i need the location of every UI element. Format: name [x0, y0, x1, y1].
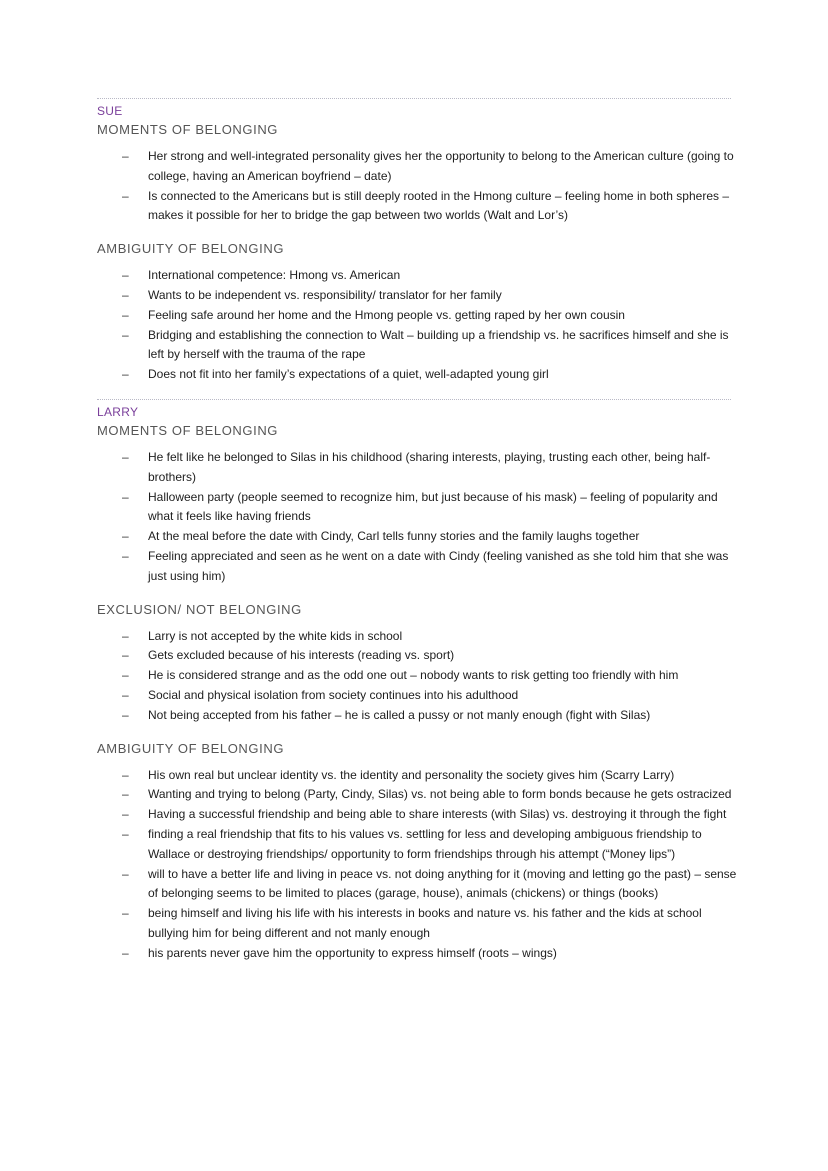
- dash-bullet: –: [122, 489, 129, 504]
- list-item: [97, 646, 738, 666]
- dash-bullet: –: [122, 945, 129, 960]
- group-heading: AMBIGUITY OF BELONGING: [97, 241, 285, 257]
- list-item-text: Gets excluded because of his interests (reading vs. sport): [148, 648, 455, 663]
- person-name: SUE: [97, 104, 123, 118]
- list-item-text: Wanting and trying to belong (Party, Cindy, Silas) vs. not being able to form bonds because he gets ostracized: [148, 787, 732, 802]
- person-name: LARRY: [97, 405, 139, 419]
- list-item-text: He felt like he belonged to Silas in his childhood (sharing interests, playing, trusting each other, being half-brothers): [148, 450, 711, 484]
- list-item: [97, 266, 738, 286]
- list-item: [97, 666, 738, 686]
- list-item-text: finding a real friendship that fits to his values vs. settling for less and developing ambiguous friendship to Wallace or destroying friendships/ opportunity to form friendships through his attempt (“Money lips”): [148, 826, 702, 861]
- list-item: [97, 785, 738, 805]
- dash-bullet: –: [122, 367, 129, 382]
- bullet-list: [97, 147, 737, 226]
- dash-bullet: –: [122, 687, 129, 702]
- dash-bullet: –: [122, 548, 129, 563]
- list-item: [97, 286, 738, 306]
- dash-bullet: –: [122, 327, 129, 342]
- list-item-text: Bridging and establishing the connection to Walt – building up a friendship vs. he sacrifices himself and she is left by herself with the trauma of the rape: [148, 327, 729, 362]
- dash-bullet: –: [122, 307, 129, 322]
- list-item-text: Not being accepted from his father – he is called a pussy or not manly enough (fight with Silas): [148, 707, 651, 722]
- list-item-text: International competence: Hmong vs. American: [148, 268, 401, 283]
- group-heading: EXCLUSION/ NOT BELONGING: [97, 601, 302, 617]
- list-item-text: At the meal before the date with Cindy, Carl tells funny stories and the family laughs together: [148, 529, 640, 544]
- list-item-text: his parents never gave him the opportunity to express himself (roots – wings): [148, 945, 557, 960]
- dash-bullet: –: [122, 628, 129, 643]
- group-heading: MOMENTS OF BELONGING: [97, 423, 279, 438]
- dash-bullet: –: [122, 188, 129, 203]
- bullet-list: [97, 766, 737, 964]
- list-item: [97, 547, 738, 587]
- dash-bullet: –: [122, 149, 129, 163]
- list-item-text: Her strong and well-integrated personality gives her the opportunity to belong to the American culture (going to college, having an American boyfriend – date): [148, 149, 734, 183]
- bullet-list: [97, 448, 737, 587]
- dash-bullet: –: [122, 707, 129, 722]
- list-item: [97, 627, 738, 647]
- list-item: [97, 306, 738, 326]
- list-item: [97, 766, 738, 786]
- list-item: [97, 865, 738, 905]
- list-item-text: Does not fit into her family’s expectations of a quiet, well-adapted young girl: [148, 367, 549, 382]
- section-divider: [97, 98, 731, 99]
- dash-bullet: –: [122, 287, 129, 302]
- dash-bullet: –: [122, 450, 129, 464]
- section-larry: [97, 404, 737, 964]
- list-item: [97, 187, 738, 227]
- list-item: [97, 365, 738, 385]
- list-item-text: Feeling safe around her home and the Hmong people vs. getting raped by her own cousin: [148, 307, 625, 322]
- list-item: [97, 686, 738, 706]
- dash-bullet: –: [122, 767, 129, 782]
- list-item-text: Wants to be independent vs. responsibility/ translator for her family: [148, 287, 502, 302]
- list-item: [97, 825, 738, 865]
- list-item-text: being himself and living his life with his interests in books and nature vs. his father and the kids at school bullying him for being different and not manly enough: [148, 906, 702, 940]
- dash-bullet: –: [122, 807, 129, 822]
- dash-bullet: –: [122, 668, 129, 683]
- list-item: [97, 147, 738, 187]
- list-item-text: Having a successful friendship and being able to share interests (with Silas) vs. destroying it through the fight: [148, 807, 727, 822]
- dash-bullet: –: [122, 787, 129, 802]
- group-heading: MOMENTS OF BELONGING: [97, 122, 279, 137]
- list-item-text: Is connected to the Americans but is still deeply rooted in the Hmong culture – feeling home in both spheres – makes it possible for her to bridge the gap between two worlds (Walt and Lor’s): [148, 188, 730, 223]
- bullet-list: [97, 627, 737, 726]
- list-item: [97, 527, 738, 547]
- bullet-list: [97, 266, 737, 385]
- list-item-text: His own real but unclear identity vs. the identity and personality the society gives him (Scarry Larry): [148, 767, 675, 782]
- dash-bullet: –: [122, 529, 129, 544]
- list-item-text: will to have a better life and living in peace vs. not doing anything for it (moving and letting go the past) – sense of belonging seems to be limited to places (garage, house), animals (chickens) or things (books): [148, 866, 737, 901]
- dash-bullet: –: [122, 906, 129, 921]
- list-item: [97, 904, 738, 944]
- section-divider: [97, 399, 731, 400]
- list-item: [97, 448, 738, 488]
- section-sue: [97, 103, 737, 385]
- list-item-text: Feeling appreciated and seen as he went on a date with Cindy (feeling vanished as she told him that she was just using him): [148, 548, 729, 583]
- list-item: [97, 326, 738, 366]
- list-item-text: Social and physical isolation from society continues into his adulthood: [148, 687, 519, 702]
- list-item-text: He is considered strange and as the odd one out – nobody wants to risk getting too friendly with him: [148, 668, 679, 683]
- dash-bullet: –: [122, 268, 129, 283]
- list-item: [97, 488, 738, 528]
- list-item-text: Larry is not accepted by the white kids in school: [148, 628, 403, 643]
- group-heading: AMBIGUITY OF BELONGING: [97, 740, 285, 756]
- list-item: [97, 805, 738, 825]
- dash-bullet: –: [122, 826, 129, 841]
- list-item: [97, 944, 738, 964]
- dash-bullet: –: [122, 648, 129, 663]
- list-item-text: Halloween party (people seemed to recognize him, but just because of his mask) – feeling of popularity and what it feels like having friends: [148, 489, 718, 524]
- list-item: [97, 706, 738, 726]
- dash-bullet: –: [122, 866, 129, 881]
